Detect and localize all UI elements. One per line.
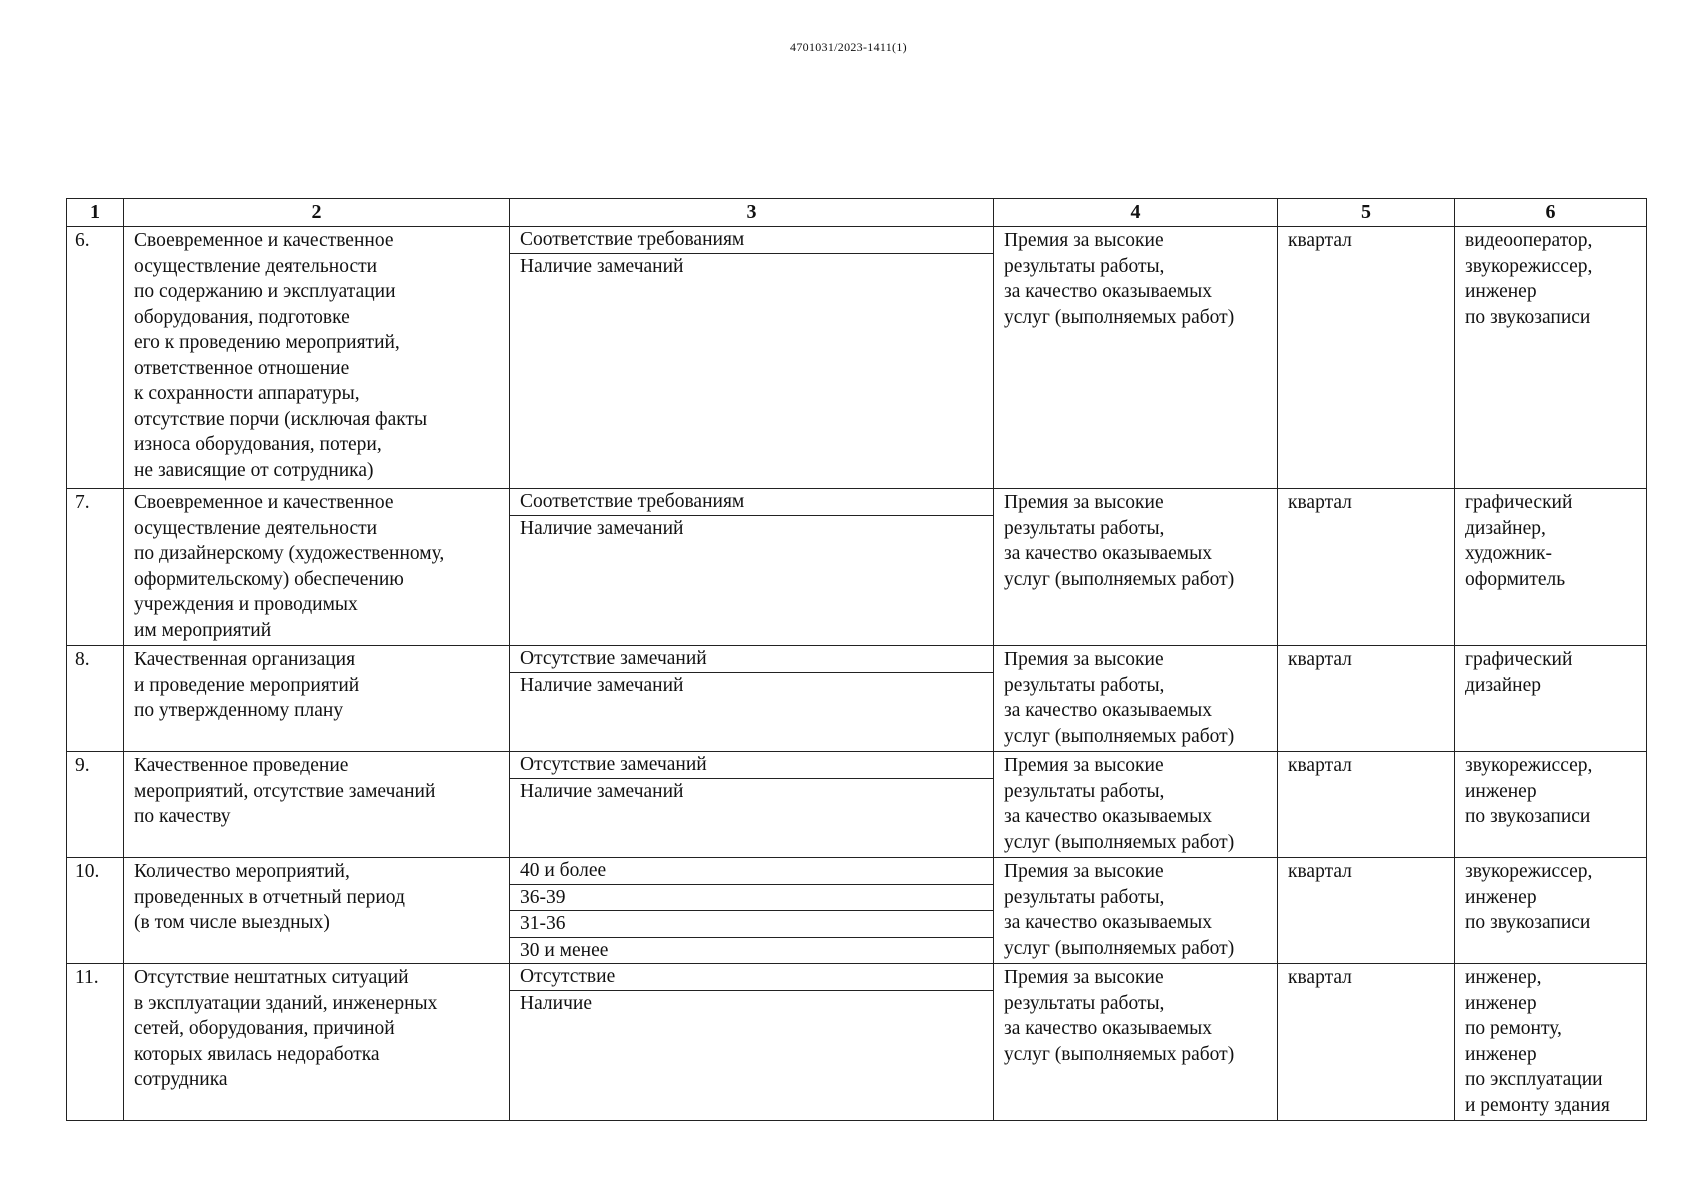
positions-cell bbox=[1455, 752, 1647, 858]
description-line: по содержанию и эксплуатации bbox=[134, 281, 396, 302]
criteria-item: Соответствие требованиям bbox=[510, 489, 993, 516]
positions-line: по звукозаписи bbox=[1465, 912, 1591, 933]
payment-line: за качество оказываемых bbox=[1004, 281, 1212, 302]
positions-line: и ремонту здания bbox=[1465, 1094, 1610, 1116]
payment-cell bbox=[994, 227, 1278, 489]
criteria-item: Наличие замечаний bbox=[520, 674, 684, 696]
description-cell bbox=[124, 858, 510, 964]
description-cell bbox=[124, 227, 510, 489]
positions-line: инженер bbox=[1465, 780, 1537, 802]
payment-line: результаты работы, bbox=[1004, 886, 1165, 908]
row-number: 9. bbox=[75, 755, 90, 776]
criteria-item: Отсутствие замечаний bbox=[510, 752, 993, 779]
criteria-item: Наличие bbox=[520, 992, 592, 1014]
payment-line: результаты работы, bbox=[1004, 780, 1165, 802]
positions-line: звукорежиссер, bbox=[1465, 255, 1593, 277]
positions-line: инженер bbox=[1465, 886, 1537, 908]
positions-cell bbox=[1455, 227, 1647, 489]
criteria-cell bbox=[510, 646, 994, 752]
payment-line: результаты работы, bbox=[1004, 517, 1165, 539]
criteria-item: Отсутствие bbox=[510, 964, 993, 991]
positions-line: графический bbox=[1465, 492, 1573, 513]
payment-line: за качество оказываемых bbox=[1004, 806, 1212, 827]
payment-line: за качество оказываемых bbox=[1004, 700, 1212, 721]
description-line: его к проведению мероприятий, bbox=[134, 332, 400, 353]
description-line: Качественная организация bbox=[134, 649, 356, 670]
positions-line: видеооператор, bbox=[1465, 230, 1593, 251]
positions-line: оформитель bbox=[1465, 568, 1566, 590]
table-row bbox=[67, 858, 1647, 964]
description-line: к сохранности аппаратуры, bbox=[134, 383, 360, 404]
period-cell bbox=[1278, 489, 1455, 646]
payment-line: услуг (выполняемых работ) bbox=[1004, 831, 1235, 853]
payment-line: Премия за высокие bbox=[1004, 649, 1164, 670]
criteria-item: 31-36 bbox=[510, 911, 993, 938]
description-line: и проведение мероприятий bbox=[134, 674, 360, 696]
description-line: не зависящие от сотрудника) bbox=[134, 459, 374, 481]
header-row bbox=[67, 199, 1647, 227]
payment-cell bbox=[994, 964, 1278, 1121]
description-line: отсутствие порчи (исключая факты bbox=[134, 408, 428, 430]
header-cell: 2 bbox=[124, 199, 510, 227]
table-row bbox=[67, 752, 1647, 858]
positions-line: инженер bbox=[1465, 281, 1537, 302]
payment-line: за качество оказываемых bbox=[1004, 543, 1212, 564]
row-number-cell bbox=[67, 489, 124, 646]
row-number: 10. bbox=[75, 861, 100, 882]
payment-line: услуг (выполняемых работ) bbox=[1004, 937, 1235, 959]
row-number: 8. bbox=[75, 649, 90, 670]
criteria-item: Соответствие требованиям bbox=[510, 227, 993, 254]
positions-line: звукорежиссер, bbox=[1465, 755, 1593, 776]
positions-line: по ремонту, bbox=[1465, 1018, 1562, 1039]
positions-line: звукорежиссер, bbox=[1465, 861, 1593, 882]
criteria-item: 40 и более bbox=[510, 858, 993, 885]
description-line: которых явилась недоработка bbox=[134, 1043, 380, 1065]
description-line: оформительскому) обеспечению bbox=[134, 568, 404, 590]
description-cell bbox=[124, 646, 510, 752]
description-line: в эксплуатации зданий, инженерных bbox=[134, 992, 438, 1014]
positions-line: инженер bbox=[1465, 992, 1537, 1014]
criteria-cell bbox=[510, 858, 994, 964]
row-number: 6. bbox=[75, 230, 90, 251]
positions-line: графический bbox=[1465, 649, 1573, 670]
criteria-table bbox=[66, 198, 1647, 1121]
payment-cell bbox=[994, 858, 1278, 964]
description-cell bbox=[124, 752, 510, 858]
period-cell bbox=[1278, 964, 1455, 1121]
criteria-item: 30 и менее bbox=[520, 939, 609, 961]
description-cell bbox=[124, 489, 510, 646]
payment-line: за качество оказываемых bbox=[1004, 912, 1212, 933]
row-number-cell bbox=[67, 858, 124, 964]
row-number-cell bbox=[67, 752, 124, 858]
payment-line: Премия за высокие bbox=[1004, 967, 1164, 988]
criteria-item: 36-39 bbox=[510, 885, 993, 912]
table-row bbox=[67, 489, 1647, 646]
description-line: им мероприятий bbox=[134, 619, 272, 641]
description-cell bbox=[124, 964, 510, 1121]
criteria-cell bbox=[510, 752, 994, 858]
period-cell bbox=[1278, 646, 1455, 752]
description-line: Отсутствие нештатных ситуаций bbox=[134, 967, 409, 988]
payment-line: Премия за высокие bbox=[1004, 755, 1164, 776]
payment-cell bbox=[994, 646, 1278, 752]
positions-cell bbox=[1455, 858, 1647, 964]
description-line: мероприятий, отсутствие замечаний bbox=[134, 780, 436, 802]
description-line: Своевременное и качественное bbox=[134, 230, 394, 251]
table-row bbox=[67, 646, 1647, 752]
criteria-item: Отсутствие замечаний bbox=[510, 646, 993, 673]
positions-cell bbox=[1455, 964, 1647, 1121]
description-line: ответственное отношение bbox=[134, 357, 350, 379]
row-number: 11. bbox=[75, 967, 99, 988]
criteria-item: Наличие замечаний bbox=[520, 255, 684, 277]
criteria-cell bbox=[510, 227, 994, 489]
payment-cell bbox=[994, 752, 1278, 858]
period-cell bbox=[1278, 752, 1455, 858]
description-line: Своевременное и качественное bbox=[134, 492, 394, 513]
document-id: 4701031/2023-1411(1) bbox=[790, 40, 907, 54]
period-text: квартал bbox=[1288, 967, 1352, 988]
description-line: осуществление деятельности bbox=[134, 517, 378, 539]
payment-line: услуг (выполняемых работ) bbox=[1004, 568, 1235, 590]
criteria-cell bbox=[510, 489, 994, 646]
positions-line: по звукозаписи bbox=[1465, 306, 1591, 328]
positions-line: инженер, bbox=[1465, 967, 1542, 988]
positions-cell bbox=[1455, 646, 1647, 752]
description-line: Качественное проведение bbox=[134, 755, 349, 776]
positions-line: художник- bbox=[1465, 543, 1553, 564]
positions-line: по звукозаписи bbox=[1465, 806, 1591, 827]
payment-line: услуг (выполняемых работ) bbox=[1004, 725, 1235, 747]
period-text: квартал bbox=[1288, 861, 1352, 882]
payment-line: результаты работы, bbox=[1004, 255, 1165, 277]
header-cell: 3 bbox=[510, 199, 994, 227]
row-number-cell bbox=[67, 227, 124, 489]
period-text: квартал bbox=[1288, 230, 1352, 251]
payment-line: результаты работы, bbox=[1004, 992, 1165, 1014]
criteria-item: Наличие замечаний bbox=[520, 780, 684, 802]
description-line: проведенных в отчетный период bbox=[134, 886, 405, 908]
payment-cell bbox=[994, 489, 1278, 646]
payment-line: услуг (выполняемых работ) bbox=[1004, 1043, 1235, 1065]
payment-line: Премия за высокие bbox=[1004, 492, 1164, 513]
header-cell: 1 bbox=[67, 199, 124, 227]
description-line: сетей, оборудования, причиной bbox=[134, 1018, 395, 1039]
description-line: по качеству bbox=[134, 806, 231, 827]
description-line: осуществление деятельности bbox=[134, 255, 378, 277]
period-text: квартал bbox=[1288, 649, 1352, 670]
description-line: по дизайнерскому (художественному, bbox=[134, 543, 445, 564]
table-row bbox=[67, 964, 1647, 1121]
positions-line: дизайнер bbox=[1465, 674, 1541, 696]
criteria-item: Наличие замечаний bbox=[520, 517, 684, 539]
payment-line: Премия за высокие bbox=[1004, 230, 1164, 251]
period-cell bbox=[1278, 858, 1455, 964]
description-line: учреждения и проводимых bbox=[134, 594, 358, 615]
header-cell: 4 bbox=[994, 199, 1278, 227]
description-line: по утвержденному плану bbox=[134, 700, 344, 721]
description-line: износа оборудования, потери, bbox=[134, 434, 382, 455]
payment-line: услуг (выполняемых работ) bbox=[1004, 306, 1235, 328]
positions-line: по эксплуатации bbox=[1465, 1069, 1603, 1090]
period-cell bbox=[1278, 227, 1455, 489]
payment-line: за качество оказываемых bbox=[1004, 1018, 1212, 1039]
description-line: Количество мероприятий, bbox=[134, 861, 350, 882]
header-cell: 6 bbox=[1455, 199, 1647, 227]
positions-line: дизайнер, bbox=[1465, 517, 1546, 539]
description-line: сотрудника bbox=[134, 1069, 228, 1090]
period-text: квартал bbox=[1288, 492, 1352, 513]
row-number-cell bbox=[67, 964, 124, 1121]
positions-cell bbox=[1455, 489, 1647, 646]
payment-line: результаты работы, bbox=[1004, 674, 1165, 696]
table-row bbox=[67, 227, 1647, 489]
description-line: оборудования, подготовке bbox=[134, 306, 350, 328]
description-line: (в том числе выездных) bbox=[134, 912, 330, 933]
payment-line: Премия за высокие bbox=[1004, 861, 1164, 882]
row-number-cell bbox=[67, 646, 124, 752]
period-text: квартал bbox=[1288, 755, 1352, 776]
criteria-cell bbox=[510, 964, 994, 1121]
positions-line: инженер bbox=[1465, 1043, 1537, 1065]
header-cell: 5 bbox=[1278, 199, 1455, 227]
row-number: 7. bbox=[75, 492, 90, 513]
